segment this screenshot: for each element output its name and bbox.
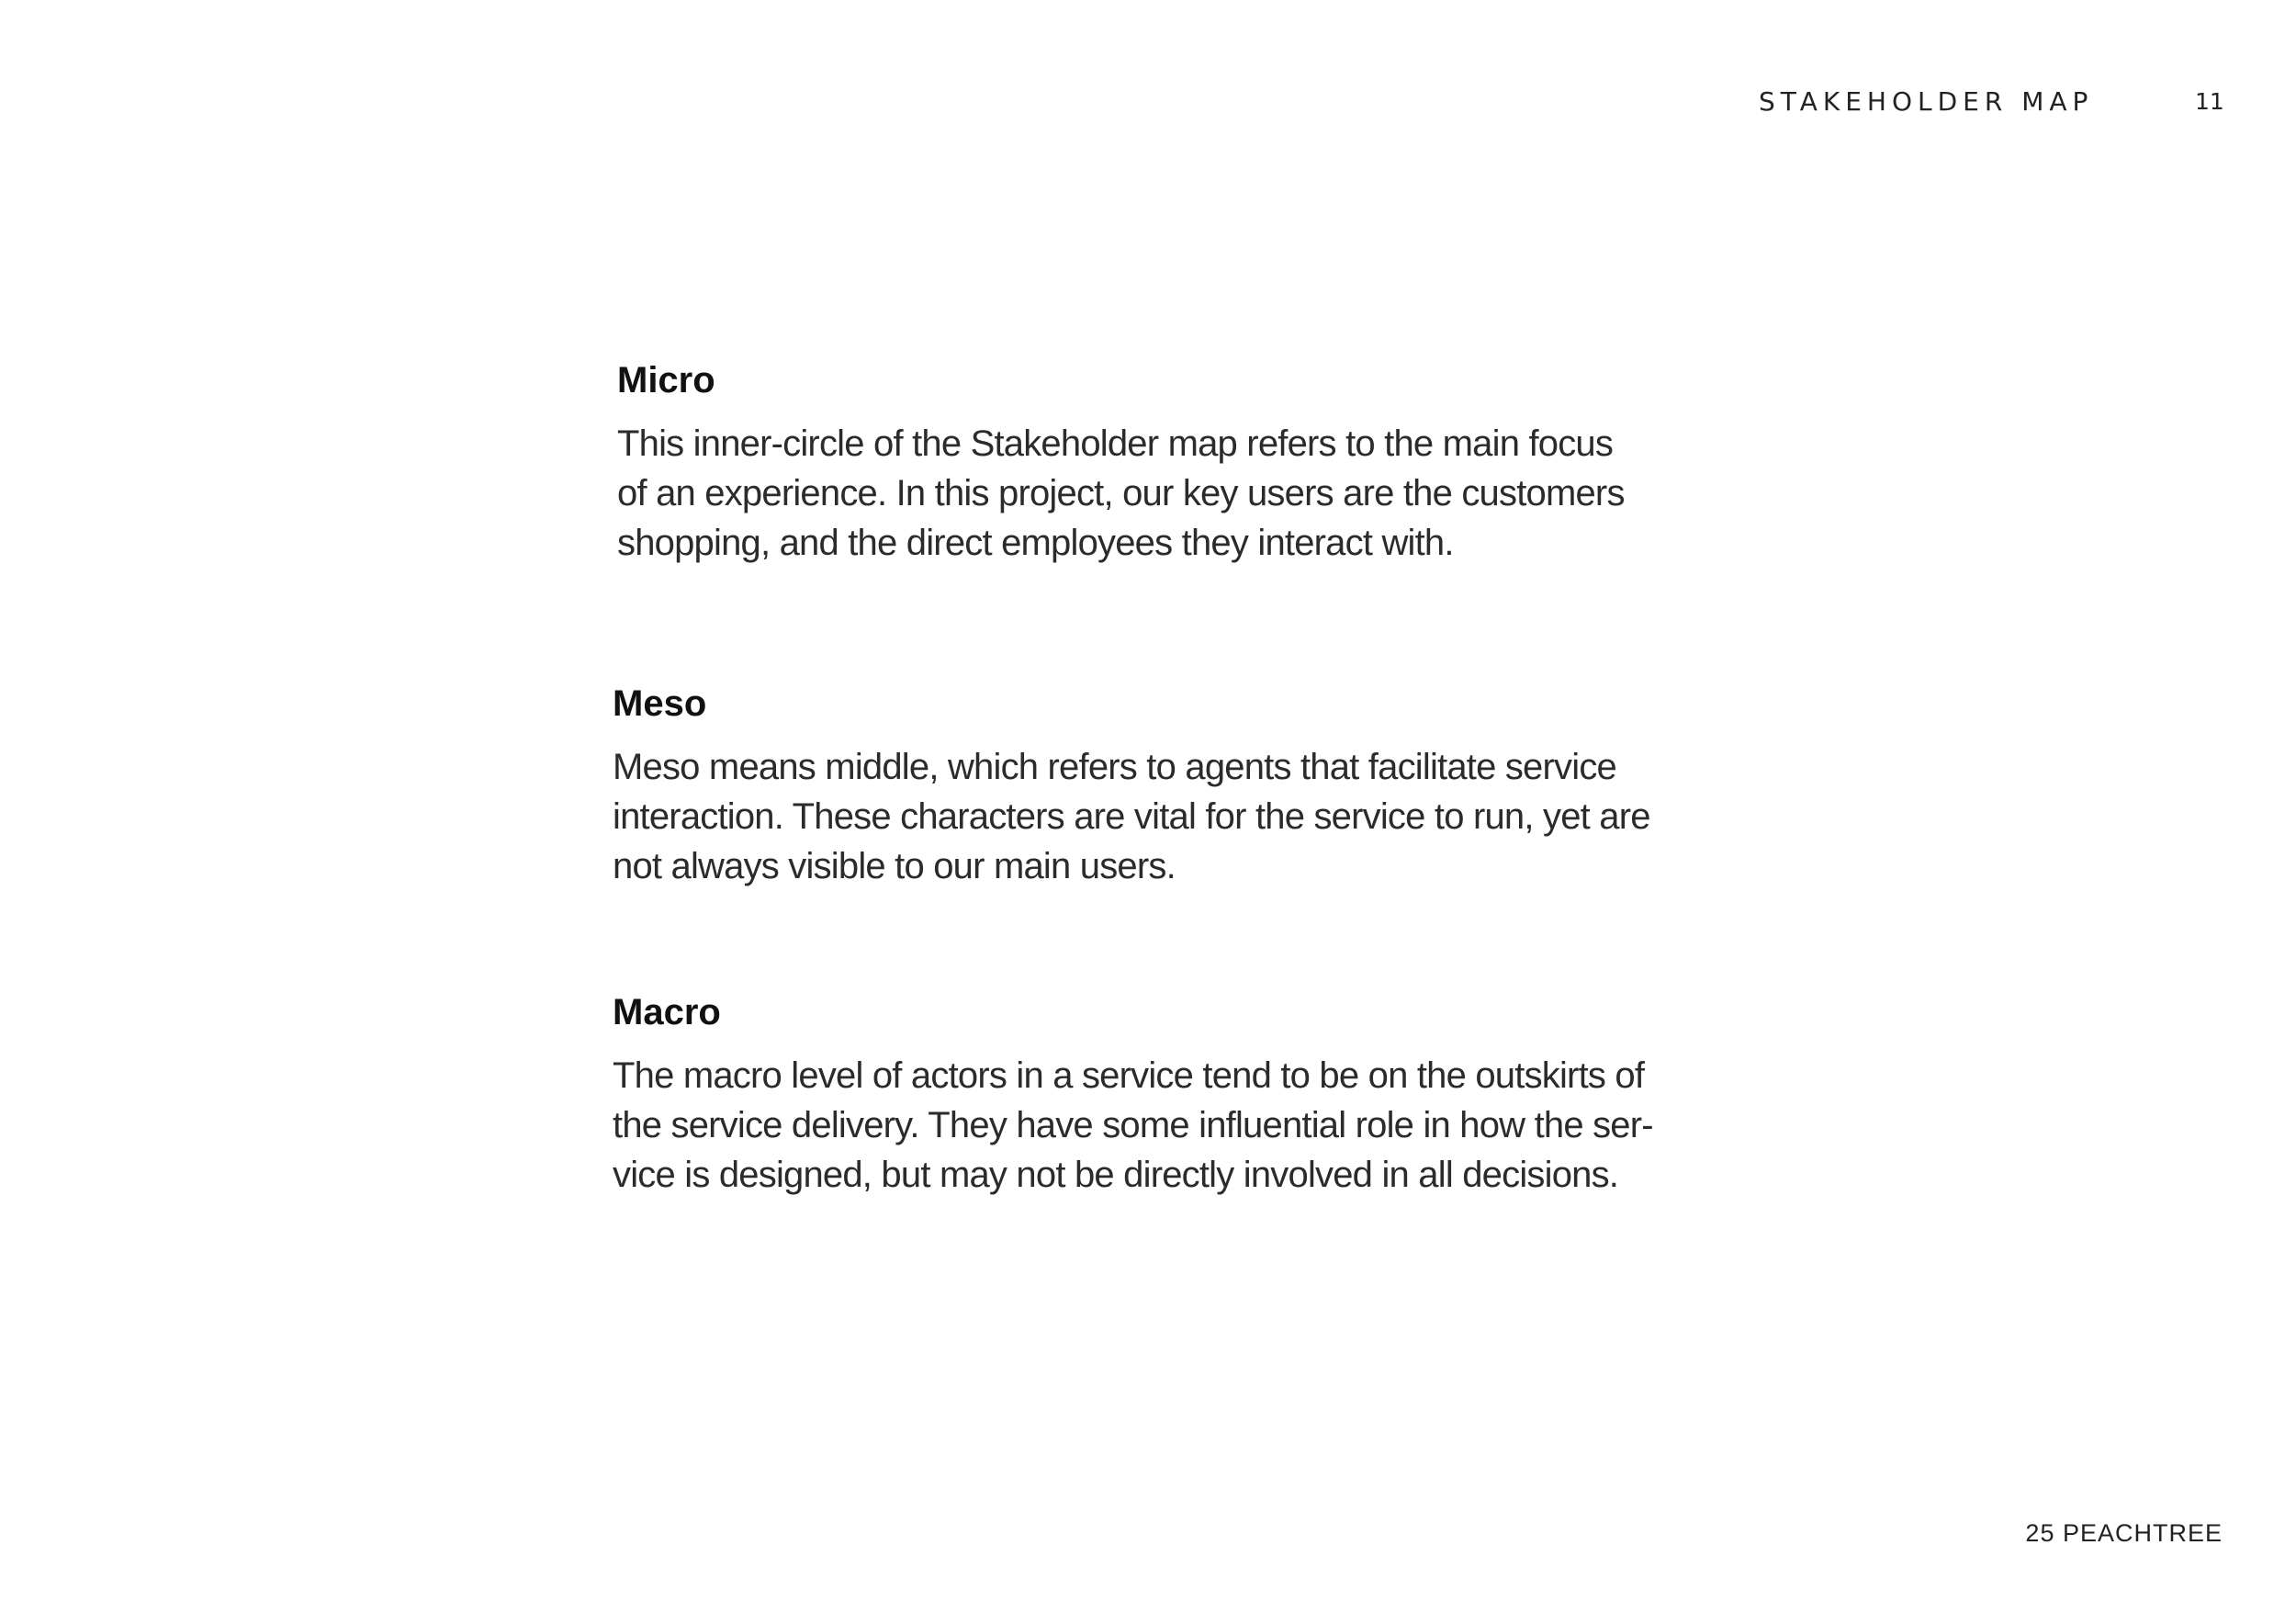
section-heading-macro: Macro — [613, 992, 721, 1032]
section-heading-micro: Micro — [617, 360, 715, 400]
section-body-micro: This inner-circle of the Stakeholder map refers to the main focus of an experience. In this project, our key users are the customers shopping, and the direct employees they interact with. — [617, 423, 1625, 563]
header-section-title: STAKEHOLDER MAP — [1759, 86, 2094, 117]
section-meso — [613, 682, 1806, 891]
footer-brand: 25 PEACHTREE — [2025, 1519, 2223, 1547]
section-heading-meso: Meso — [613, 683, 707, 724]
section-micro — [617, 358, 1811, 568]
section-body-macro: The macro level of actors in a service tend to be on the outskirts of the service delivery. They have some influential role in how the ser- vice is designed, but may not be directly involved in all decisions. — [613, 1055, 1653, 1195]
section-macro — [613, 990, 1806, 1200]
section-body-meso: Meso means middle, which refers to agents that facilitate service interaction. These characters are vital for the service to run, yet are not always visible to our main users. — [613, 747, 1650, 886]
page-number: 11 — [2195, 88, 2224, 115]
